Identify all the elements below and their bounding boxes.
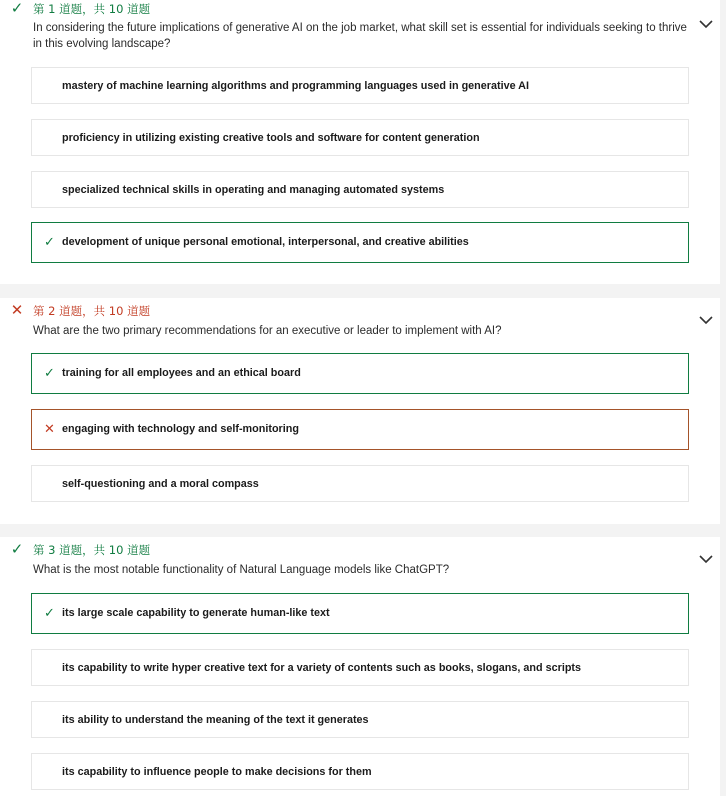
question-text: In considering the future implications of generative AI on the job market, what skill set is essential for individuals seeking to thrive in this evolving landscape? (33, 22, 687, 50)
answer-option-label: its capability to influence people to make decisions for them (62, 766, 372, 778)
answer-option-label: development of unique personal emotional, interpersonal, and creative abilities (62, 236, 469, 248)
chevron-down-icon[interactable] (698, 18, 714, 30)
check-icon: ✓ (44, 234, 55, 249)
answer-option-correct[interactable] (31, 353, 689, 394)
question-counter: 第 1 道题，共 10 道题 (33, 2, 151, 16)
question-card-2 (0, 298, 720, 524)
answer-option[interactable] (31, 465, 689, 502)
chevron-down-icon[interactable] (698, 553, 714, 565)
question-card-3 (0, 537, 720, 796)
cross-icon: ✕ (44, 421, 55, 436)
question-text: What are the two primary recommendations for an executive or leader to implement with AI? (33, 325, 502, 337)
answer-option[interactable] (31, 701, 689, 738)
answer-option-correct[interactable] (31, 222, 689, 263)
answer-option-label: its large scale capability to generate human-like text (62, 607, 330, 619)
check-icon: ✓ (10, 541, 24, 558)
question-card-1 (0, 0, 720, 284)
answer-option[interactable] (31, 753, 689, 790)
answer-option-label: its ability to understand the meaning of the text it generates (62, 714, 369, 726)
check-icon: ✓ (44, 365, 55, 380)
answer-option-correct[interactable] (31, 593, 689, 634)
check-icon: ✓ (10, 0, 24, 17)
question-counter: 第 2 道题，共 10 道题 (33, 304, 151, 318)
answer-option-label: self-questioning and a moral compass (62, 478, 259, 490)
answer-option[interactable] (31, 649, 689, 686)
cross-icon: ✕ (10, 302, 24, 319)
answer-option-label: training for all employees and an ethical board (62, 367, 301, 379)
answer-option-wrong[interactable] (31, 409, 689, 450)
answer-option[interactable] (31, 67, 689, 104)
question-counter: 第 3 道题，共 10 道题 (33, 543, 151, 557)
chevron-down-icon[interactable] (698, 314, 714, 326)
answer-option-label: its capability to write hyper creative text for a variety of contents such as books, slogans, and scripts (62, 662, 582, 674)
answer-option[interactable] (31, 119, 689, 156)
question-text: What is the most notable functionality of Natural Language models like ChatGPT? (33, 564, 450, 576)
answer-option[interactable] (31, 171, 689, 208)
answer-option-label: engaging with technology and self-monitoring (62, 423, 299, 435)
answer-option-label: specialized technical skills in operating and managing automated systems (62, 184, 445, 196)
check-icon: ✓ (44, 605, 55, 620)
answer-option-label: mastery of machine learning algorithms and programming languages used in generative AI (62, 80, 529, 92)
answer-option-label: proficiency in utilizing existing creative tools and software for content generation (62, 132, 480, 144)
